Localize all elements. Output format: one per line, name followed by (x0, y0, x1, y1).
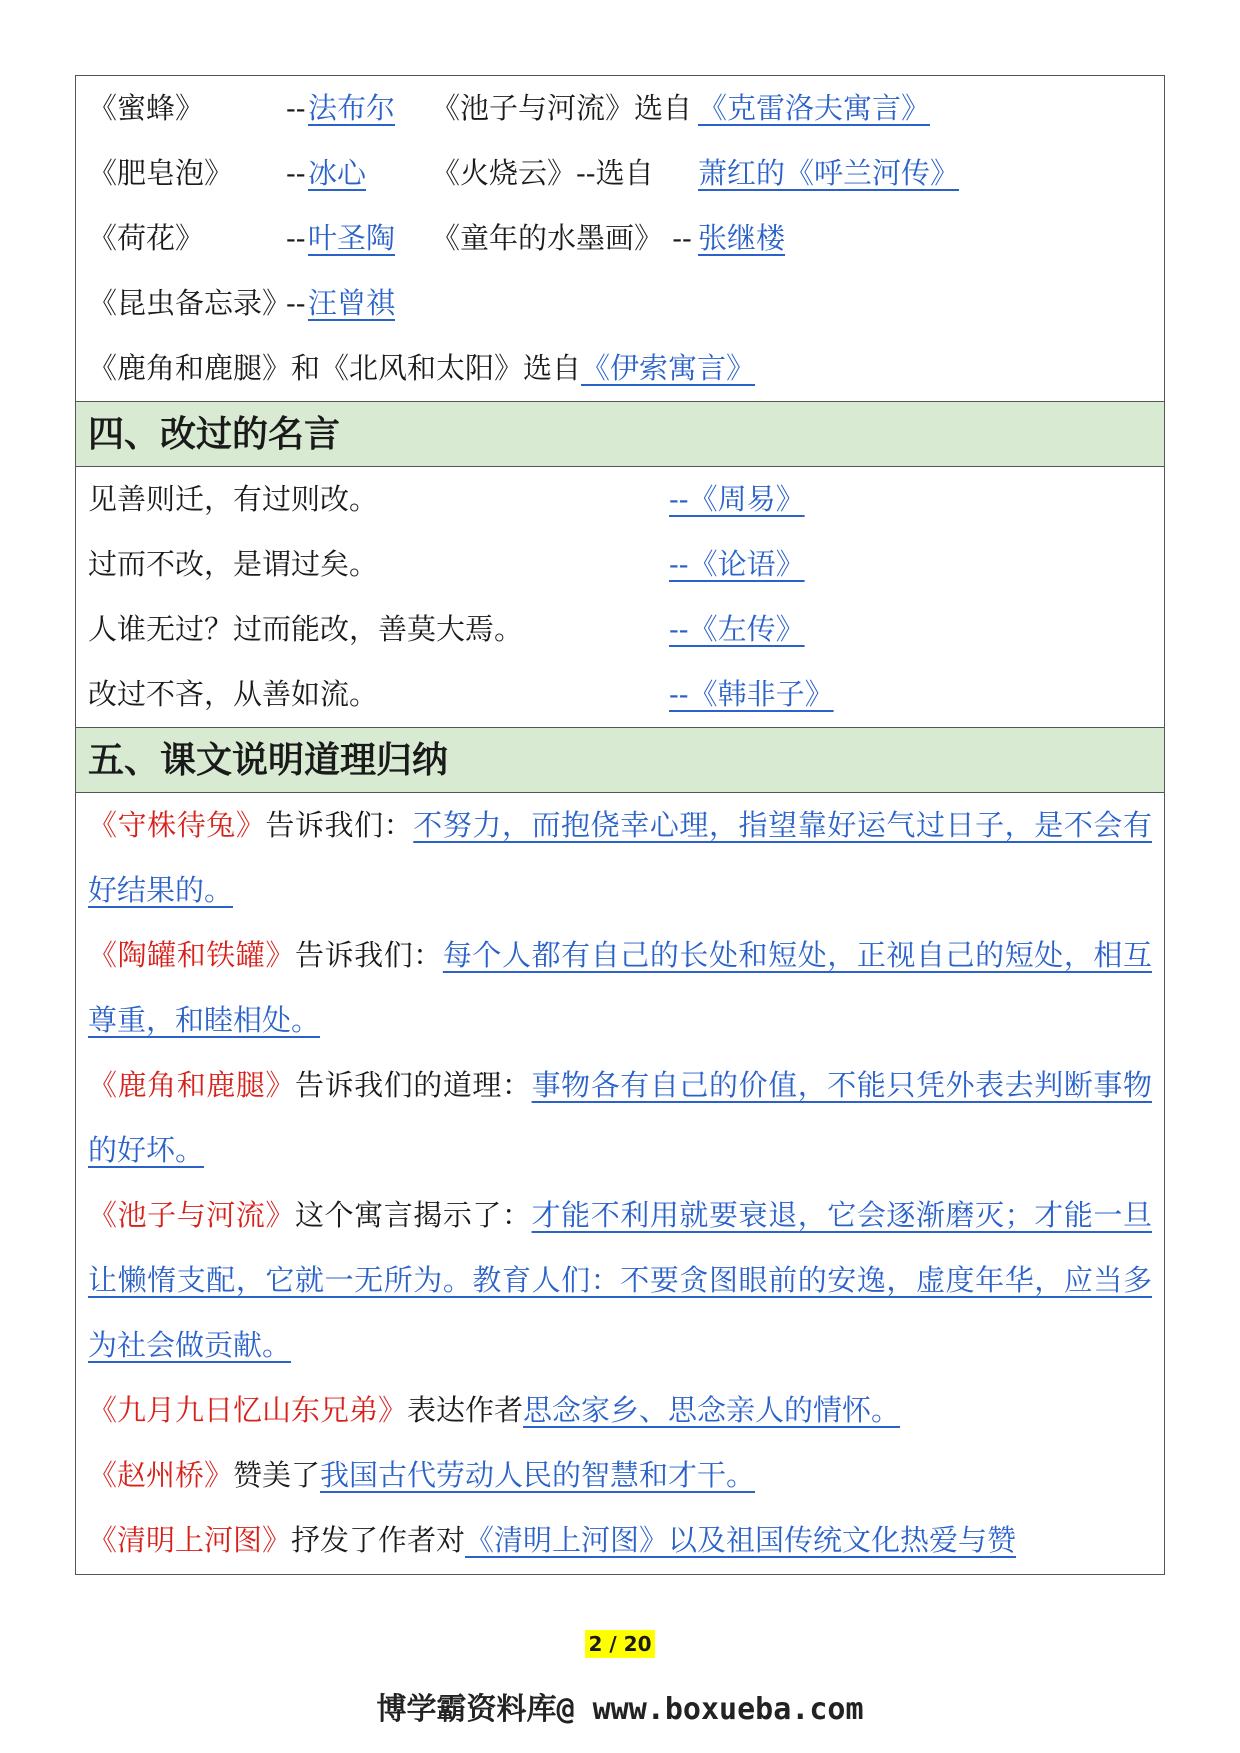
separator: -- (286, 91, 306, 125)
lesson-moral: 不努力，而抱侥幸心理，指望靠好运气过日子，是不会有好结果的。 (88, 808, 1152, 907)
work-title: 《荷花》 (88, 221, 205, 255)
author-row (76, 76, 1164, 141)
author-row (76, 271, 1164, 336)
quote-row (76, 662, 1164, 727)
lesson-moral: 事物各有自己的价值，不能只凭外表去判断事物的好坏。 (88, 1068, 1152, 1167)
lesson-item (76, 1443, 1164, 1508)
quote-text: 过而不改，是谓过矣。 (88, 547, 379, 581)
lesson-title: 《九月九日忆山东兄弟》 (88, 1393, 408, 1427)
site-watermark: 博学霸资料库@ www.boxueba.com (376, 1692, 864, 1727)
quote-source: --《韩非子》 (669, 677, 834, 711)
related-work: 《童年的水墨画》 -- (431, 221, 692, 255)
lesson-item (76, 1183, 1164, 1378)
section-title: 五、课文说明道理归纳 (76, 728, 1164, 793)
quote-row (76, 597, 1164, 662)
author-row (76, 141, 1164, 206)
quote-source: --《周易》 (669, 482, 805, 516)
separator: -- (286, 156, 306, 190)
authors-block (76, 76, 1164, 402)
lesson-item (76, 1053, 1164, 1183)
aesop-text: 《鹿角和鹿腿》和《北风和太阳》选自 (88, 351, 582, 385)
related-work: 《火烧云》--选自 (431, 156, 654, 190)
lesson-moral: 《清明上河图》以及祖国传统文化热爱与赞 (465, 1523, 1017, 1557)
aesop-row (76, 336, 1164, 401)
lesson-moral: 思念家乡、思念亲人的情怀。 (523, 1393, 901, 1427)
author-name: 汪曾祺 (308, 286, 396, 320)
author-name: 法布尔 (308, 91, 396, 125)
lesson-moral: 才能不利用就要衰退，它会逐渐磨灭；才能一旦让懒惰支配，它就一无所为。教育人们：不要贪图眼前的安逸，虚度年华，应当多为社会做贡献。 (88, 1198, 1152, 1362)
lesson-connector: 告诉我们： (265, 808, 414, 842)
author-name: 叶圣陶 (308, 221, 396, 255)
lesson-moral: 每个人都有自己的长处和短处，正视自己的短处，相互尊重，和睦相处。 (88, 938, 1152, 1037)
author-name: 冰心 (308, 156, 367, 190)
quote-text: 改过不吝，从善如流。 (88, 677, 379, 711)
separator: -- (286, 221, 306, 255)
quote-row (76, 532, 1164, 597)
section-title: 四、改过的名言 (76, 402, 1164, 467)
lesson-moral: 我国古代劳动人民的智慧和才干。 (320, 1458, 756, 1492)
lesson-title: 《陶罐和铁罐》 (88, 938, 295, 972)
lesson-title: 《池子与河流》 (88, 1198, 295, 1232)
quote-source: --《论语》 (669, 547, 805, 581)
aesop-source: 《伊索寓言》 (581, 351, 756, 385)
quote-text: 人谁无过？过而能改，善莫大焉。 (88, 612, 524, 646)
page-number: 2 / 20 (585, 1630, 656, 1658)
lesson-title: 《赵州桥》 (88, 1458, 234, 1492)
quote-text: 见善则迁，有过则改。 (88, 482, 379, 516)
document-frame (75, 75, 1165, 1575)
lesson-connector: 赞美了 (233, 1458, 321, 1492)
lesson-title: 《清明上河图》 (88, 1523, 292, 1557)
lesson-item (76, 923, 1164, 1053)
lesson-item (76, 1508, 1164, 1573)
work-title: 《昆虫备忘录》 (88, 286, 292, 320)
section-quotes (76, 402, 1164, 728)
separator: -- (286, 286, 306, 320)
related-source: 张继楼 (698, 221, 786, 255)
author-row (76, 206, 1164, 271)
related-work: 《池子与河流》选自 (431, 91, 693, 125)
related-source: 萧红的《呼兰河传》 (698, 156, 960, 190)
work-title: 《肥皂泡》 (88, 156, 234, 190)
lesson-connector: 抒发了作者对 (291, 1523, 466, 1557)
lesson-connector: 告诉我们： (295, 938, 443, 972)
lesson-connector: 这个寓言揭示了： (295, 1198, 532, 1232)
lesson-connector: 表达作者 (407, 1393, 524, 1427)
lesson-connector: 告诉我们的道理： (295, 1068, 532, 1102)
work-title: 《蜜蜂》 (88, 91, 205, 125)
lesson-title: 《守株待兔》 (88, 808, 266, 842)
section-lessons (76, 728, 1164, 1573)
lesson-item (76, 1378, 1164, 1443)
related-source: 《克雷洛夫寓言》 (698, 91, 931, 125)
quote-source: --《左传》 (669, 612, 805, 646)
page-indicator (0, 1632, 1240, 1656)
lesson-title: 《鹿角和鹿腿》 (88, 1068, 295, 1102)
quote-row (76, 467, 1164, 532)
lesson-item (76, 793, 1164, 923)
